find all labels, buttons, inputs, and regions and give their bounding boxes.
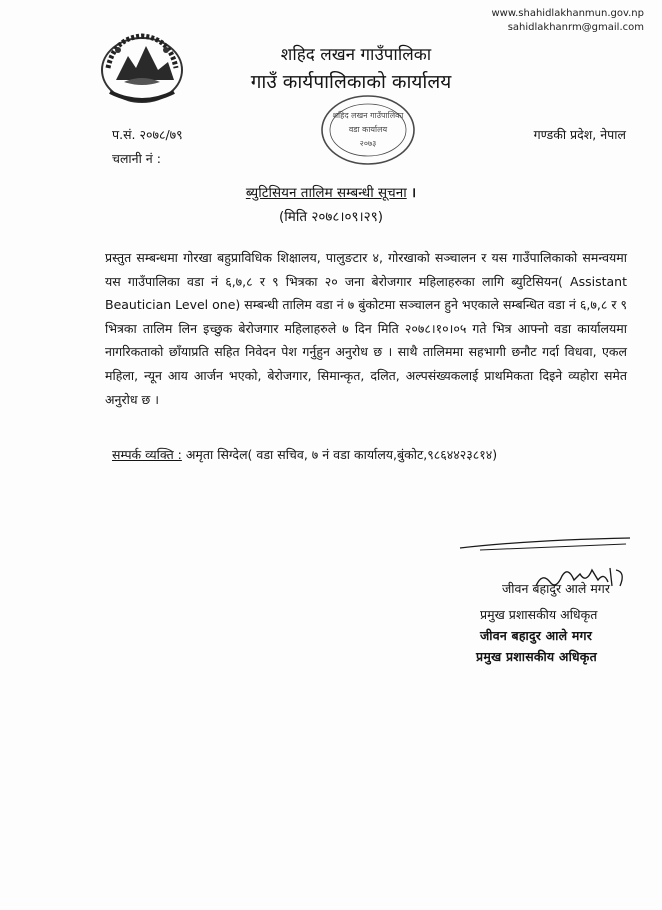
signatory-name: जीवन बहादुर आले मगर [502,581,610,596]
contact-label: सम्पर्क व्यक्ति : [112,447,182,462]
stamp-line-1: शहिद लखन गाउँपालिका [332,111,404,120]
office-name: शहिद लखन गाउँपालिका [280,45,432,65]
office-stamp [318,92,418,168]
stamp-line-3: २०७३ [359,139,377,148]
patra-sankhya: प.सं. २०७८/७९ [112,127,183,142]
province: गण्डकी प्रदेश, नेपाल [533,127,626,142]
email-address: sahidlakhanrm@gmail.com [507,22,644,33]
subject-title: ब्युटिसियन तालिम सम्बन्धी सूचना [245,185,407,201]
website-url: www.shahidlakhanmun.gov.np [491,8,644,19]
contact-person [112,446,497,463]
signatory-designation: प्रमुख प्रशासकीय अधिकृत [480,607,598,622]
subject-danda: । [411,185,417,201]
signatory-stamp-designation: प्रमुख प्रशासकीय अधिकृत [476,649,597,664]
notice-date: (मिति २०७८।०९।२९) [279,209,383,225]
chalani-number: चलानी नं : [112,151,161,166]
office-type: गाउँ कार्यपालिकाको कार्यालय [250,71,452,93]
contact-value: अमृता सिग्देल( वडा सचिव, ७ नं वडा कार्यालय,बुंकोट,९८६४४२३८१४) [185,447,498,462]
notice-subject [0,183,662,201]
handwritten-signature [440,536,640,608]
signatory-stamp-name: जीवन बहादुर आले मगर [480,628,593,643]
notice-body: प्रस्तुत सम्बन्धमा गोरखा बहुप्राविधिक शिक्षालय, पालुङटार ४, गोरखाको सञ्चालन र यस गाउँपालिकाको समन्वयमा यस गाउँपालिका वडा नं ६,७,८ र ९ भित्रका २० जना बेरोजगार महिलाहरुका लागि ब्युटिसियन( Assistant Beautician Level one) सम्बन्धी तालिम वडा नं ७ बुंकोटमा सञ्चालन हुने भएकाले सम्बन्धित वडा नं ६,७,८ र ९ भित्रका तालिम लिन इच्छुक बेरोजगार महिलाहरुले ७ दिन मिति २०७८।१०।०५ गते भित्र आफ्नो वडा कार्यालयमा नागरिकताको छाँयाप्रति सहित निवेदन पेश गर्नुहुन अनुरोध छ । साथै तालिममा सहभागी छनौट गर्दा विधवा, एकल महिला, न्यून आय आर्जन भएको, बेरोजगार, सिमान्कृत, दलित, अल्पसंख्यकलाई प्राथमिकता दिइने व्यहोरा समेत अनुरोध छ । [105,250,627,407]
stamp-line-2: वडा कार्यालय [348,125,388,134]
